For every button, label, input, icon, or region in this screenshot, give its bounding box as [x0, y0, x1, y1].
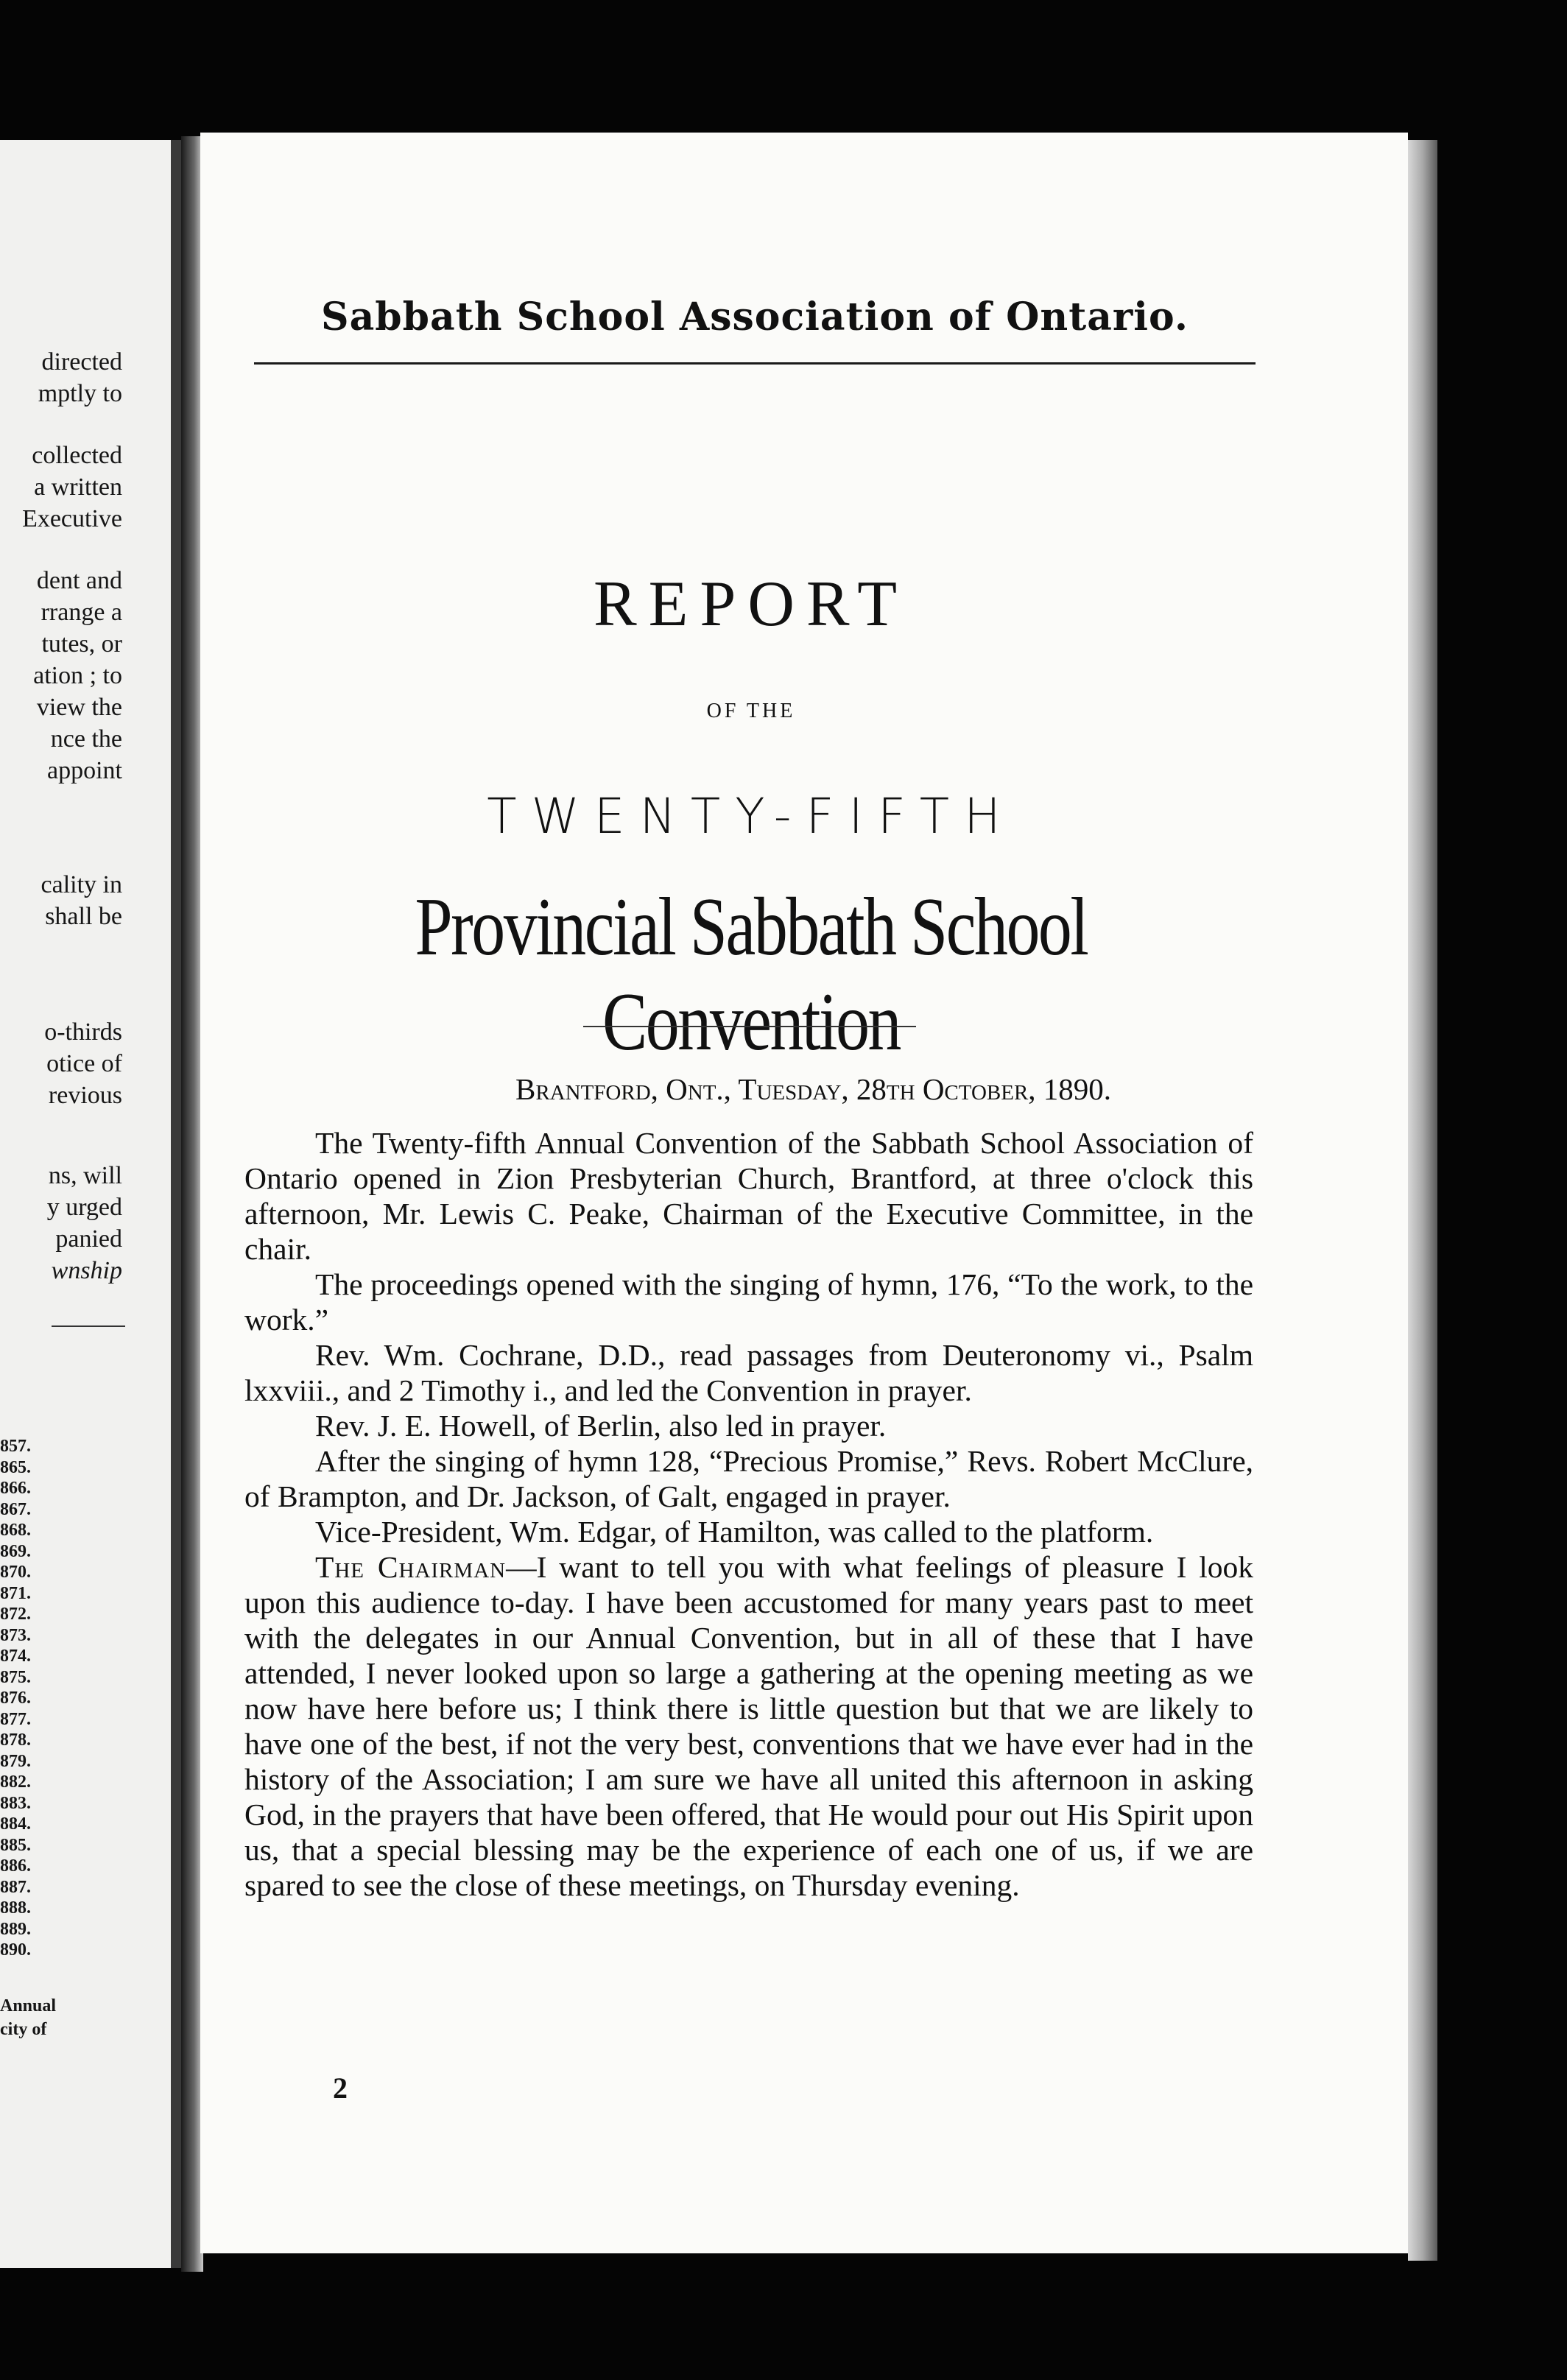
speaker-text: —I want to tell you with what feelings of pleasure I look upon this audience to-day. I have been accustomed for many years past to meet with the delegates in our Annual Convention, but in all of these that I have attended, I never looked upon so large a gathering at the opening meeting as we now have here before us; I think there is little question but that we are likely to have one of the best, if not the very best, conventions that we have ever had in the history of the Association; I am sure we have all united this afternoon in asking God, in the prayers that have been offered, that He would pour out His Spirit upon us, that a special blessing may be the experience of each one of us, if we are spared to see the close of these meetings, on Thursday evening. — [244, 1550, 1253, 1902]
left-page-year: 874. — [0, 1647, 31, 1666]
left-page-year: 865. — [0, 1457, 31, 1477]
left-page-fragment: panied — [55, 1225, 122, 1253]
left-page-year: 876. — [0, 1689, 31, 1708]
left-page-fragment: dent and — [36, 567, 122, 594]
left-page-year: 877. — [0, 1709, 31, 1729]
left-page-fragment: Executive — [22, 505, 122, 532]
left-page-year: 887. — [0, 1877, 31, 1897]
chairman-paragraph — [244, 1549, 1253, 1903]
page-edge — [1408, 140, 1437, 2261]
of-the-label: OF THE — [706, 700, 796, 722]
paragraph: After the singing of hymn 128, “Precious Promise,” Revs. Robert McClure, of Brampton, and Dr. Jackson, of Galt, engaged in prayer. — [244, 1444, 1253, 1513]
left-page-fragment: a written — [34, 473, 122, 501]
left-page-fragment: shall be — [45, 903, 122, 930]
left-page-year: 875. — [0, 1667, 31, 1687]
left-page-year: 883. — [0, 1793, 31, 1813]
left-page-year: 879. — [0, 1751, 31, 1771]
left-page-year: 870. — [0, 1563, 31, 1582]
left-page-year: 872. — [0, 1605, 31, 1624]
paragraph: Vice-President, Wm. Edgar, of Hamilton, was called to the platform. — [315, 1515, 1154, 1549]
left-page-year: 868. — [0, 1521, 31, 1540]
report-title: REPORT — [593, 568, 909, 640]
left-page-fragment: otice of — [46, 1050, 122, 1077]
left-page-fragment: ation ; to — [33, 662, 122, 689]
convention-title: Provincial Sabbath School Convention — [415, 881, 1088, 1068]
left-page-fragment: nce the — [50, 725, 122, 753]
left-page-rule — [52, 1325, 125, 1327]
left-page-year: 871. — [0, 1583, 31, 1603]
left-page-fragment: cality in — [41, 871, 122, 898]
left-page-fragment: ns, will — [48, 1162, 122, 1189]
left-page-year: 866. — [0, 1479, 31, 1498]
left-page-year: 890. — [0, 1940, 31, 1960]
left-page-year: 885. — [0, 1835, 31, 1855]
left-page-fragment: revious — [48, 1082, 122, 1109]
left-page-year: 878. — [0, 1731, 31, 1750]
left-page-fragment: wnship — [51, 1257, 122, 1284]
paragraph: Rev. J. E. Howell, of Berlin, also led in prayer. — [315, 1409, 887, 1443]
page-number: 2 — [333, 2071, 348, 2105]
left-facing-page — [0, 140, 181, 2268]
left-page-year: 869. — [0, 1541, 31, 1561]
left-page-year: 857. — [0, 1437, 31, 1456]
left-page-fragment: directed — [41, 348, 122, 376]
left-page-fragment: mptly to — [38, 380, 122, 407]
left-page-fragment: collected — [32, 442, 122, 469]
left-page-year: 889. — [0, 1919, 31, 1939]
left-page-fragment: tutes, or — [41, 630, 122, 658]
left-page-year: 867. — [0, 1499, 31, 1519]
header-rule — [254, 362, 1256, 365]
left-page-fragment: Annual — [0, 1996, 57, 2015]
paragraph: The Twenty-fifth Annual Convention of the Sabbath School Association of Ontario opened in Zion Presbyterian Church, Brantford, at three o'clock this afternoon, Mr. Lewis C. Peake, Chairman of the Executive Committee, in the chair. — [244, 1126, 1253, 1266]
ordinal-title: TWENTY-FIFTH — [487, 788, 1015, 845]
speaker-label: The Chairman — [315, 1550, 507, 1584]
running-header: Sabbath School Association of Ontario. — [321, 295, 1189, 339]
paragraph: Rev. Wm. Cochrane, D.D., read passages from Deuteronomy vi., Psalm lxxviii., and 2 Timothy i., and led the Convention in prayer. — [244, 1338, 1253, 1407]
left-page-year: 884. — [0, 1814, 31, 1834]
left-page-fragment: view the — [36, 694, 122, 721]
left-page-year: 873. — [0, 1625, 31, 1645]
dateline: Brantford, Ont., Tuesday, 28th October, 1890. — [515, 1072, 1112, 1106]
left-page-year: 888. — [0, 1898, 31, 1918]
left-page-fragment: o-thirds — [44, 1018, 122, 1046]
left-page-fragment: y urged — [46, 1194, 122, 1221]
left-page-fragment: city of — [0, 2020, 47, 2039]
left-page-fragment: appoint — [47, 757, 122, 784]
left-page-year: 886. — [0, 1856, 31, 1876]
title-rule — [583, 1026, 916, 1027]
left-page-year: 882. — [0, 1772, 31, 1792]
left-page-fragment: rrange a — [41, 599, 122, 626]
body-text — [244, 1125, 1253, 1903]
paragraph: The proceedings opened with the singing of hymn, 176, “To the work, to the work.” — [244, 1267, 1253, 1337]
